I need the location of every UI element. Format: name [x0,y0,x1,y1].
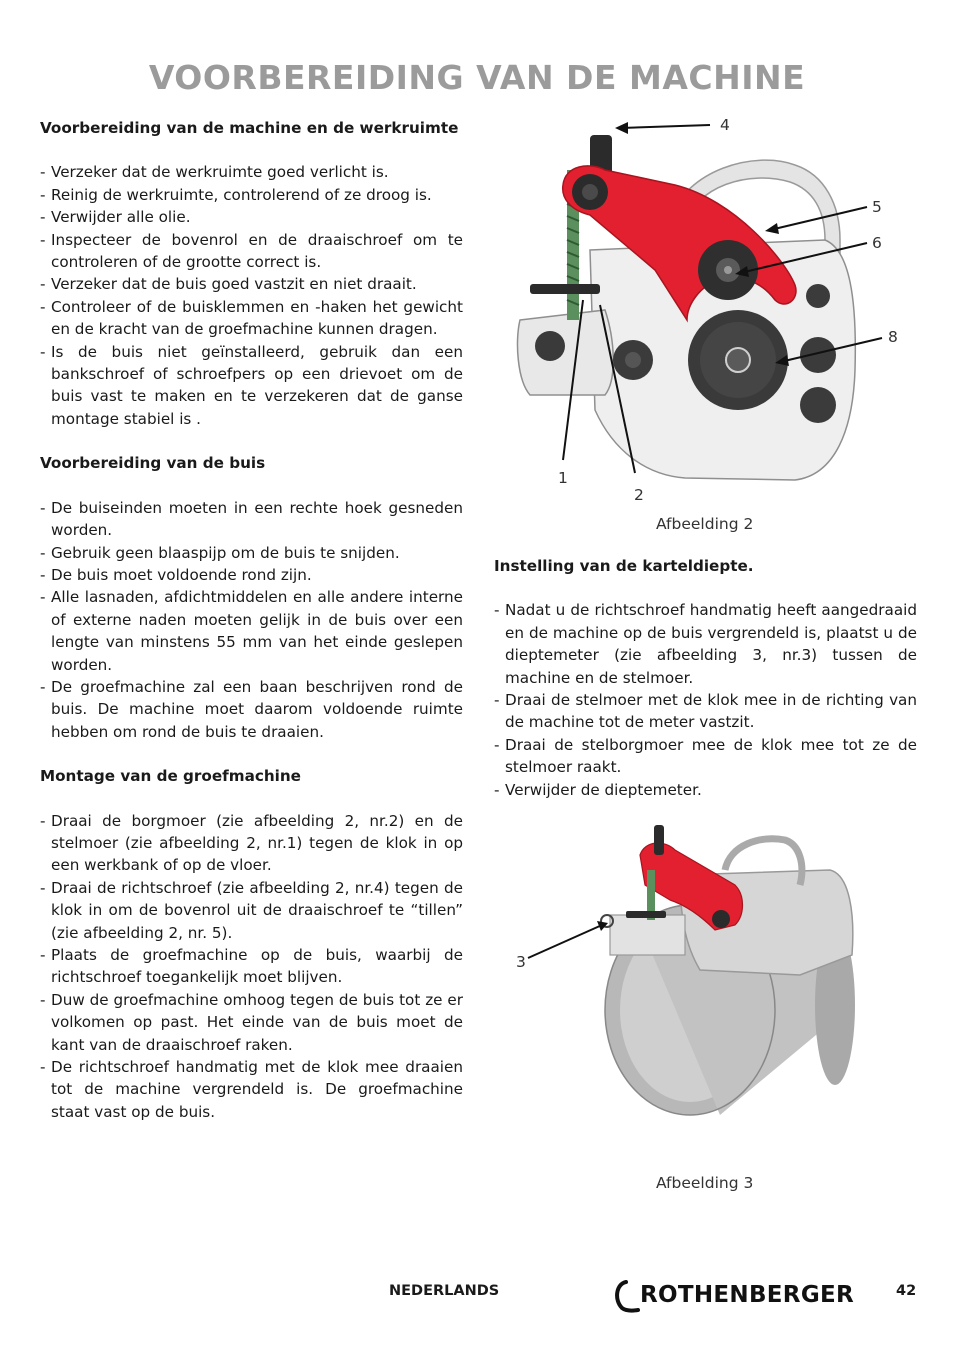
figure-3-machine-on-pipe-illustration [500,815,880,1125]
footer-language: NEDERLANDS [389,1283,500,1299]
page-number: 42 [896,1283,917,1299]
section-heading-mounting: Montage van de groefmachine [40,767,301,786]
section-heading-machine-prep: Voorbereiding van de machine en de werkruimte [40,119,459,137]
list-item: - Nadat u de richtschroef handmatig heeft aangedraaid en de machine op de buis vergrendeld is, plaatst u de dieptemeter (zie afbeelding 3, nr.3) tussen de machine en de stelmoer. [494,599,917,689]
list-item: - Verzeker dat de werkruimte goed verlicht is. [40,161,463,183]
list-item: - De buiseinden moeten in een rechte hoek gesneden worden. [40,497,463,542]
list-item: - Draai de stelmoer met de klok mee in de richting van de machine tot de meter vastzit. [494,689,917,734]
list-item: - Duw de groefmachine omhoog tegen de buis tot ze er volkomen op past. Het einde van de buis moet de kant van de draaischroef raken. [40,989,463,1056]
list-item: - De buis moet voldoende rond zijn. [40,564,463,586]
list-pipe-prep [40,497,463,743]
figure-3-caption: Afbeelding 3 [656,1174,754,1192]
list-item: - Inspecteer de bovenrol en de draaischroef om te controleren of de grootte correct is. [40,229,463,274]
list-mounting [40,810,463,1124]
callout-8: 8 [888,328,898,346]
list-item: - Verwijder alle olie. [40,206,463,228]
section-heading-pipe-prep: Voorbereiding van de buis [40,454,266,473]
page-title: VOORBEREIDING VAN DE MACHINE [148,58,806,97]
callout-1: 1 [558,469,568,487]
list-groove-depth [494,599,917,801]
list-item: - De richtschroef handmatig met de klok mee draaien tot de machine vergrendeld is. De groefmachine staat vast op de buis. [40,1056,463,1123]
logo-swoosh-icon [612,1278,642,1314]
list-machine-prep [40,161,463,430]
list-item: - Verwijder de dieptemeter. [494,779,917,801]
rothenberger-logo [612,1278,857,1314]
list-item: - De groefmachine zal een baan beschrijven rond de buis. De machine moet daarom voldoende ruimte hebben om rond de buis te draaien. [40,676,463,743]
list-item: - Draai de richtschroef (zie afbeelding 2, nr.4) tegen de klok in om de bovenrol uit de draaischroef te “tillen” (zie afbeelding 2, nr. 5). [40,877,463,944]
list-item: - Alle lasnaden, afdichtmiddelen en alle andere interne of externe naden moeten gelijk in de buis over een lengte van minstens 55 mm van het einde geslepen worden. [40,586,463,676]
logo-text: ROTHENBERGER [640,1282,855,1308]
list-item: - Is de buis niet geïnstalleerd, gebruik dan een bankschroef of schroefpers op een drievoet om de buis vast te maken en te verzekeren dat de ganse montage stabiel is . [40,341,463,431]
list-item: - Gebruik geen blaaspijp om de buis te snijden. [40,542,463,564]
callout-5: 5 [872,198,882,216]
list-item: - Draai de borgmoer (zie afbeelding 2, nr.2) en de stelmoer (zie afbeelding 2, nr.1) tegen de klok in op een werkbank of op de vloer. [40,810,463,877]
list-item: - Plaats de groefmachine op de buis, waarbij de richtschroef toegankelijk moet blijven. [40,944,463,989]
list-item: - Draai de stelborgmoer mee de klok mee tot ze de stelmoer raakt. [494,734,917,779]
figure-2-caption: Afbeelding 2 [656,515,754,533]
right-column [494,555,917,823]
callout-6: 6 [872,234,882,252]
list-item: - Controleer of de buisklemmen en -haken het gewicht en de kracht van de groefmachine kunnen dragen. [40,296,463,341]
callout-3: 3 [516,953,526,971]
callout-2: 2 [634,486,644,504]
list-item: - Verzeker dat de buis goed vastzit en niet draait. [40,273,463,295]
list-item: - Reinig de werkruimte, controlerend of ze droog is. [40,184,463,206]
figure-2-machine-illustration [495,110,915,510]
left-column [40,117,463,1145]
callout-4: 4 [720,116,730,134]
section-heading-groove-depth: Instelling van de karteldiepte. [494,557,754,575]
